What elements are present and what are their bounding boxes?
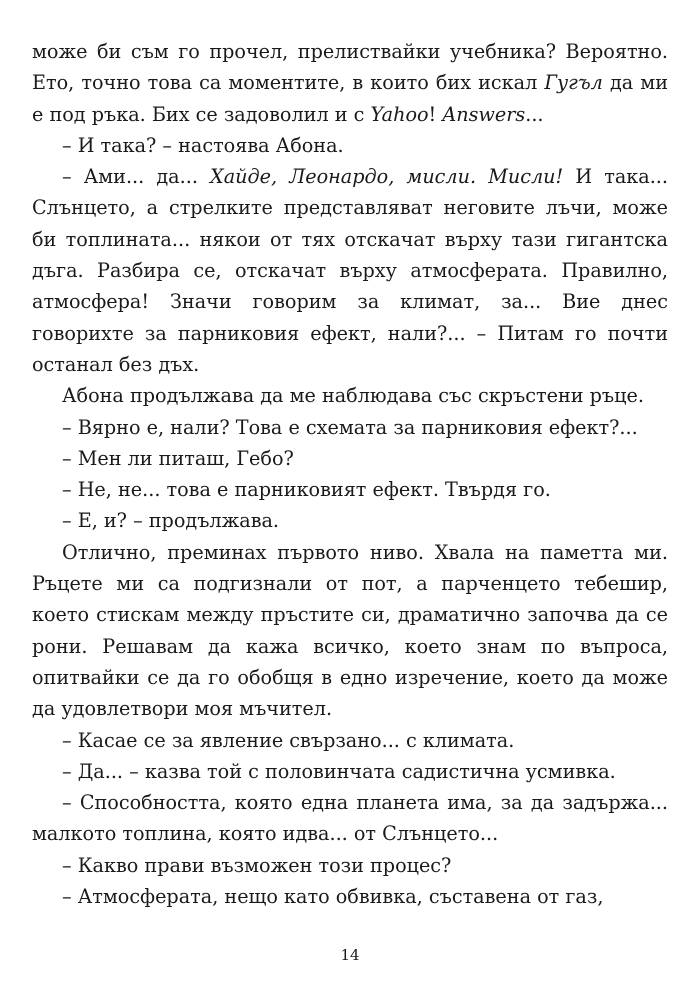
page-number: 14 bbox=[340, 946, 360, 964]
paragraph bbox=[32, 443, 668, 474]
page-body bbox=[32, 36, 668, 912]
text-segment: – Какво прави възможен този процес? bbox=[62, 853, 452, 877]
paragraph bbox=[32, 850, 668, 881]
paragraph bbox=[32, 161, 668, 380]
text-segment: – И така? – настоява Абона. bbox=[62, 133, 344, 157]
text-segment: – Не, не... това е парниковият ефект. Твърдя го. bbox=[62, 478, 551, 502]
text-segment: да ми е под ръка. Бих се задоволил и с bbox=[32, 71, 668, 126]
text-segment: – Мен ли питаш, Гебо? bbox=[62, 446, 294, 470]
paragraph bbox=[32, 756, 668, 787]
paragraph bbox=[32, 412, 668, 443]
paragraph bbox=[32, 36, 668, 130]
paragraph bbox=[32, 881, 668, 912]
text-segment-italic: Хайде, Леонардо, мисли. Мисли! bbox=[210, 165, 564, 189]
paragraph bbox=[32, 505, 668, 536]
text-segment: ... bbox=[525, 102, 544, 126]
paragraph bbox=[32, 380, 668, 411]
text-segment: – Е, и? – продължава. bbox=[62, 509, 280, 533]
text-segment: – Атмосферата, нещо като обвивка, съставена от газ, bbox=[62, 885, 604, 909]
paragraph bbox=[32, 787, 668, 850]
paragraph bbox=[32, 130, 668, 161]
text-segment-italic: Гугъл bbox=[544, 71, 603, 95]
text-segment-italic: Answers bbox=[442, 102, 526, 126]
text-segment: – Да... – казва той с половинчата садистична усмивка. bbox=[62, 759, 616, 783]
paragraph bbox=[32, 474, 668, 505]
paragraph bbox=[32, 725, 668, 756]
text-segment: И така... Слънцето, а стрелките представляват неговите лъчи, може би топлината... някои от тях отскачат върху тази гигантска дъга. Разбира се, отскачат върху атмосферата. Правилно, атмосфера! Значи говорим за климат, за... Вие днес говорихте за парниковия ефект, нали?... – Питам го почти останал без дъх. bbox=[32, 165, 669, 376]
text-segment: – Способността, която една планета има, за да задържа... малкото топлина, която идва... от Слънцето... bbox=[32, 791, 668, 846]
text-segment: Отлично, преминах първото ниво. Хвала на паметта ми. Ръцете ми са подгизнали от пот, а парченцето тебешир, което стискам между пръстите си, драматично започва да се рони. Решавам да кажа всичко, което знам по въпроса, опитвайки се да го обобщя в едно изречение, което да може да удовлетвори моя мъчител. bbox=[32, 540, 668, 721]
text-segment: ! bbox=[428, 102, 443, 126]
text-segment-italic: Yahoo bbox=[370, 102, 429, 126]
text-segment: може би съм го прочел, прелиствайки учебника? Вероятно. Ето, точно това са моментите, в които бих искал bbox=[32, 40, 668, 95]
text-segment: – Ами... да... bbox=[62, 165, 211, 189]
text-segment: – Вярно е, нали? Това е схемата за парниковия ефект?... bbox=[62, 415, 638, 439]
text-segment: Абона продължава да ме наблюдава със скръстени ръце. bbox=[62, 384, 644, 408]
paragraph bbox=[32, 537, 668, 725]
text-segment: – Касае се за явление свързано... с климата. bbox=[62, 728, 515, 752]
